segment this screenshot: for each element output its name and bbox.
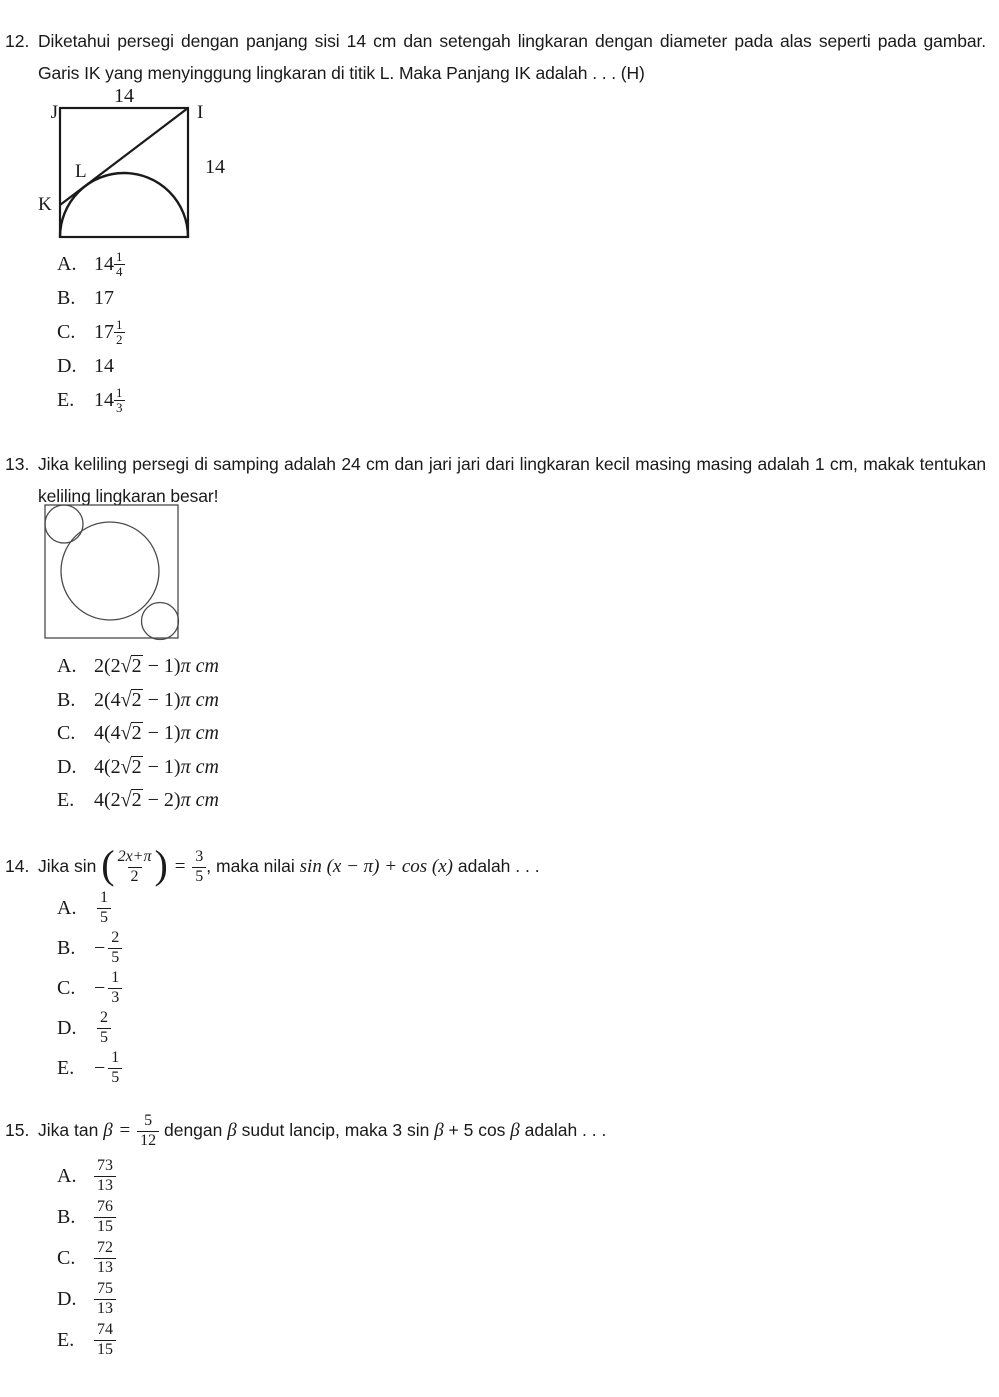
denominator: 13 (94, 1258, 116, 1277)
option-value (94, 287, 114, 310)
question-13-number: 13. (5, 454, 30, 474)
question-14-number: 14. (5, 856, 30, 876)
denominator: 15 (94, 1217, 116, 1236)
q12-option-e (57, 383, 125, 417)
numerator: 1 (116, 316, 123, 332)
q15-option-b (57, 1197, 116, 1238)
equals-sign: = (119, 1120, 131, 1141)
numerator: 1 (111, 968, 120, 986)
label-point-L: L (75, 161, 87, 182)
denominator: 3 (116, 399, 123, 415)
option-letter: D. (57, 1016, 77, 1039)
square-outline (45, 505, 178, 638)
numerator: 1 (116, 384, 123, 400)
denominator: 13 (94, 1176, 116, 1195)
radicand: 2 (131, 722, 142, 745)
denominator: 15 (94, 1340, 116, 1359)
option-letter: C. (57, 976, 76, 999)
q13-option-a (57, 650, 219, 684)
beta-symbol: β (227, 1120, 237, 1141)
fraction (114, 250, 125, 278)
q13-option-b (57, 684, 219, 718)
radicand: 2 (131, 655, 142, 678)
numerator: 2x+π (117, 848, 152, 866)
expr-suffix: − 2) (142, 789, 181, 812)
option-letter: C. (57, 1247, 76, 1269)
q15-tail: adalah . . . (519, 1120, 607, 1140)
option-value (94, 386, 125, 414)
q14-math-expression: sin (x − π) + cos (x) (299, 856, 453, 877)
q14-option-d (57, 1008, 122, 1048)
option-letter: E. (57, 388, 75, 411)
option-expression (94, 655, 219, 678)
question-13-text: Jika keliling persegi di samping adalah 24 cm dan jari jari dari lingkaran kecil masing masing adalah 1 cm, makak tentukan keliling lingkaran besar! (38, 454, 986, 506)
paren-close: ) (154, 842, 168, 888)
q15-option-c (57, 1238, 116, 1279)
expr-unit: π cm (180, 688, 219, 711)
question-12-text: Diketahui persegi dengan panjang sisi 14 cm dan setengah lingkaran dengan diameter pada alas seperti pada gambar. Garis IK yang menyinggung lingkaran di titik L. Maka Panjang IK adalah . . . (H) (38, 31, 986, 83)
q15-mid2: sudut lancip, maka 3 sin (236, 1120, 435, 1140)
fraction (94, 1158, 116, 1195)
label-point-J: J (50, 102, 58, 123)
option-letter: B. (57, 688, 76, 711)
q14-option-a (57, 888, 122, 928)
sign: − (94, 976, 106, 999)
option-expression (94, 689, 219, 712)
option-letter: A. (57, 896, 77, 919)
beta-symbol: β (103, 1120, 113, 1141)
large-circle (61, 522, 159, 620)
option-letter: D. (57, 755, 77, 778)
numerator: 73 (97, 1157, 113, 1175)
question-14 (5, 842, 540, 891)
q15-option-e (57, 1320, 116, 1361)
q14-option-b (57, 928, 122, 968)
expr-suffix: − 1) (142, 755, 181, 778)
fraction (114, 318, 125, 346)
expr-unit: π cm (180, 755, 219, 778)
q13-option-e (57, 784, 219, 818)
label-side-right: 14 (205, 156, 225, 178)
sign: − (94, 1056, 106, 1079)
option-letter: A. (57, 655, 77, 678)
numerator: 5 (144, 1112, 153, 1130)
question-15 (5, 1104, 606, 1157)
q13-options (57, 650, 219, 818)
sqrt-icon: √ (120, 788, 132, 812)
option-expression (94, 722, 219, 745)
figure-square-semicircle (30, 85, 235, 245)
denominator: 5 (97, 908, 111, 927)
option-value (94, 355, 114, 378)
expr-prefix: 2(2 (94, 655, 121, 678)
q12-options (57, 247, 125, 417)
label-point-I: I (197, 102, 204, 123)
label-side-top: 14 (114, 85, 134, 107)
q12-option-a (57, 247, 125, 281)
fraction-argument (115, 849, 155, 886)
option-letter: D. (57, 354, 77, 377)
expr-suffix: − 1) (142, 722, 181, 745)
denominator: 13 (94, 1299, 116, 1318)
denominator: 2 (116, 331, 123, 347)
option-letter: E. (57, 1056, 75, 1079)
numerator: 76 (97, 1198, 113, 1216)
numerator: 2 (111, 928, 120, 946)
q12-option-d (57, 349, 125, 383)
q15-mid3: + 5 cos (443, 1120, 511, 1140)
paren-open: ( (101, 842, 115, 888)
expr-suffix: − 1) (142, 655, 181, 678)
fraction (94, 1240, 116, 1277)
equals-sign: = (174, 856, 186, 877)
question-12-number: 12. (5, 31, 30, 51)
whole-number: 14 (94, 252, 114, 275)
fraction (114, 386, 125, 414)
radicand: 2 (131, 789, 142, 812)
option-letter: D. (57, 1288, 77, 1310)
question-15-number: 15. (5, 1120, 30, 1140)
numerator: 2 (100, 1008, 108, 1026)
numerator: 74 (97, 1321, 113, 1339)
numerator: 72 (97, 1239, 113, 1257)
denominator: 5 (192, 867, 206, 886)
small-circle-bottom-right (142, 603, 179, 640)
sqrt-icon: √ (120, 755, 132, 779)
option-letter: E. (57, 1329, 75, 1351)
numerator: 3 (195, 848, 204, 866)
q13-option-d (57, 751, 219, 785)
denominator: 5 (108, 1068, 122, 1087)
option-value (94, 318, 125, 346)
denominator: 5 (108, 948, 122, 967)
label-point-K: K (38, 194, 52, 215)
q14-options (57, 888, 122, 1088)
option-value (94, 250, 125, 278)
option-letter: B. (57, 936, 76, 959)
beta-symbol: β (434, 1120, 444, 1141)
option-letter: B. (57, 286, 76, 309)
fraction (108, 970, 122, 1007)
denominator: 2 (128, 867, 142, 886)
fraction (108, 1050, 122, 1087)
option-letter: A. (57, 1165, 77, 1187)
q15-mid1: dengan (159, 1120, 228, 1140)
figure-square-circles (40, 502, 200, 647)
small-circle-top-left (45, 505, 83, 543)
expr-prefix: 2(4 (94, 688, 121, 711)
expr-unit: π cm (180, 655, 219, 678)
option-letter: C. (57, 320, 76, 343)
option-letter: A. (57, 252, 77, 275)
q12-option-c (57, 315, 125, 349)
option-letter: E. (57, 789, 75, 812)
expr-suffix: − 1) (142, 688, 181, 711)
q15-lead: Jika tan (38, 1120, 104, 1140)
numerator: 1 (100, 888, 108, 906)
expr-prefix: 4(2 (94, 755, 121, 778)
whole-number: 14 (94, 354, 114, 377)
fraction (94, 1322, 116, 1359)
expr-unit: π cm (180, 789, 219, 812)
expr-unit: π cm (180, 722, 219, 745)
q14-mid: , maka nilai (206, 856, 300, 876)
q15-options (57, 1156, 116, 1361)
q14-option-e (57, 1048, 122, 1088)
fraction-value (137, 1113, 159, 1150)
fraction (94, 1281, 116, 1318)
option-letter: C. (57, 722, 76, 745)
beta-symbol: β (510, 1120, 520, 1141)
q12-option-b (57, 281, 125, 315)
option-expression (94, 756, 219, 779)
expr-prefix: 4(4 (94, 722, 121, 745)
sign: − (94, 936, 106, 959)
expr-prefix: 4(2 (94, 789, 121, 812)
q14-lead: Jika sin (38, 856, 97, 876)
sqrt-icon: √ (120, 654, 132, 678)
fraction (97, 890, 111, 927)
q14-tail: adalah . . . (453, 856, 540, 876)
radicand: 2 (131, 688, 142, 711)
denominator: 12 (137, 1131, 159, 1150)
fraction-value (192, 849, 206, 886)
option-expression (94, 789, 219, 812)
denominator: 4 (116, 263, 123, 279)
q15-option-d (57, 1279, 116, 1320)
whole-number: 17 (94, 286, 114, 309)
denominator: 5 (97, 1028, 111, 1047)
option-letter: B. (57, 1206, 76, 1228)
whole-number: 14 (94, 388, 114, 411)
sqrt-icon: √ (120, 721, 132, 745)
radicand: 2 (131, 755, 142, 778)
numerator: 1 (111, 1048, 120, 1066)
whole-number: 17 (94, 320, 114, 343)
numerator: 1 (116, 248, 123, 264)
fraction (97, 1010, 111, 1047)
question-12 (5, 26, 986, 89)
numerator: 75 (97, 1280, 113, 1298)
fraction (108, 930, 122, 967)
q13-option-c (57, 717, 219, 751)
semicircle (60, 173, 188, 237)
denominator: 3 (108, 988, 122, 1007)
q15-option-a (57, 1156, 116, 1197)
q14-option-c (57, 968, 122, 1008)
sqrt-icon: √ (120, 688, 132, 712)
fraction (94, 1199, 116, 1236)
